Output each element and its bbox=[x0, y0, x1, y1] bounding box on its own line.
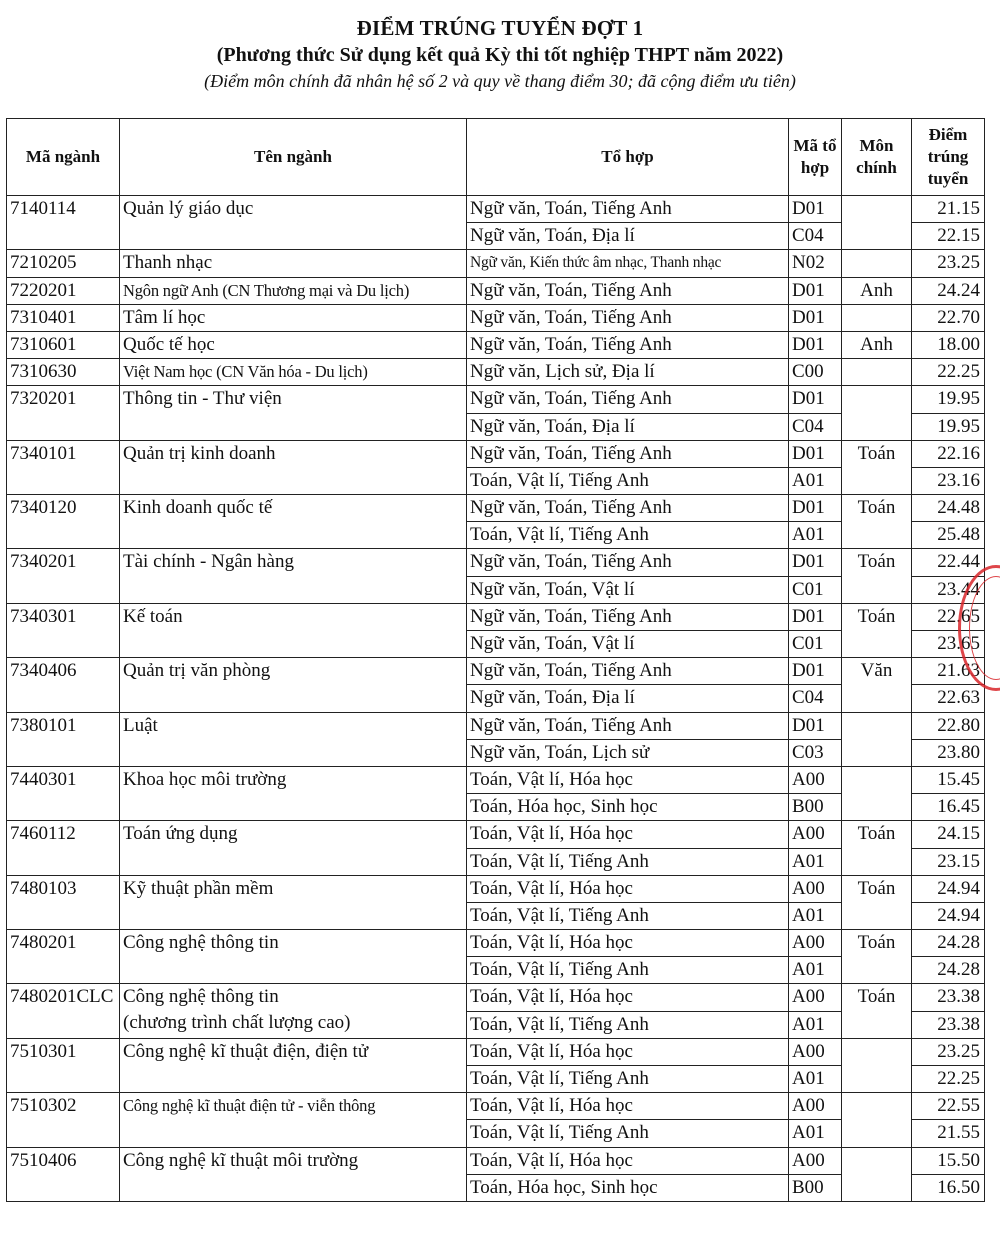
major-name: Ngôn ngữ Anh (CN Thương mại và Du lịch) bbox=[123, 280, 410, 300]
score-cell: 22.80 bbox=[912, 712, 985, 739]
score-cell: 24.48 bbox=[912, 495, 985, 522]
combo-cell: Ngữ văn, Toán, Tiếng Anh bbox=[467, 196, 789, 223]
major-name-cell bbox=[120, 930, 467, 984]
major-name: Công nghệ kĩ thuật điện, điện tử bbox=[123, 1040, 369, 1062]
table-row bbox=[7, 304, 985, 331]
score-cell: 24.94 bbox=[912, 902, 985, 929]
header-combo-code: Mã tổ hợp bbox=[789, 119, 842, 196]
major-code-cell: 7480103 bbox=[7, 875, 120, 929]
major-name: Công nghệ kĩ thuật môi trường bbox=[123, 1149, 359, 1171]
table-row bbox=[7, 930, 985, 957]
score-cell: 23.80 bbox=[912, 739, 985, 766]
combo-code-cell: A00 bbox=[789, 875, 842, 902]
combo-code-cell: A01 bbox=[789, 522, 842, 549]
major-name: Tâm lí học bbox=[123, 306, 206, 328]
score-cell: 22.16 bbox=[912, 440, 985, 467]
combo-code-cell: D01 bbox=[789, 277, 842, 304]
main-subject-cell: Toán bbox=[842, 930, 912, 984]
table-body bbox=[7, 196, 985, 1202]
combo-cell: Toán, Vật lí, Tiếng Anh bbox=[467, 848, 789, 875]
main-subject-cell: Toán bbox=[842, 440, 912, 494]
main-subject-cell: Toán bbox=[842, 875, 912, 929]
major-name-cell bbox=[120, 766, 467, 820]
combo-code-cell: A00 bbox=[789, 984, 842, 1011]
major-code-cell: 7340120 bbox=[7, 495, 120, 549]
score-cell: 23.15 bbox=[912, 848, 985, 875]
major-name: Quốc tế học bbox=[123, 333, 215, 355]
score-cell: 18.00 bbox=[912, 331, 985, 358]
major-name-cell bbox=[120, 1147, 467, 1201]
main-subject-cell bbox=[842, 1147, 912, 1201]
major-name-cell bbox=[120, 359, 467, 386]
major-code-cell: 7140114 bbox=[7, 196, 120, 250]
combo-code-cell: A00 bbox=[789, 1038, 842, 1065]
major-name-cell bbox=[120, 196, 467, 250]
combo-code-cell: A01 bbox=[789, 1066, 842, 1093]
page-subtitle: (Phương thức Sử dụng kết quả Kỳ thi tốt nghiệp THPT năm 2022) bbox=[216, 44, 784, 66]
score-cell: 16.50 bbox=[912, 1174, 985, 1201]
combo-cell: Ngữ văn, Toán, Tiếng Anh bbox=[467, 386, 789, 413]
main-subject-cell: Anh bbox=[842, 331, 912, 358]
major-name: Công nghệ kĩ thuật điện tử - viễn thông bbox=[123, 1096, 376, 1116]
major-name-cell bbox=[120, 250, 467, 277]
major-name-cell bbox=[120, 1038, 467, 1092]
score-cell: 25.48 bbox=[912, 522, 985, 549]
combo-cell: Ngữ văn, Lịch sử, Địa lí bbox=[467, 359, 789, 386]
combo-code-cell: A00 bbox=[789, 766, 842, 793]
major-name-cell bbox=[120, 331, 467, 358]
combo-cell: Ngữ văn, Kiến thức âm nhạc, Thanh nhạc bbox=[467, 250, 789, 277]
major-code-cell: 7510302 bbox=[7, 1093, 120, 1147]
combo-cell: Toán, Vật lí, Hóa học bbox=[467, 1038, 789, 1065]
major-code-cell: 7460112 bbox=[7, 821, 120, 875]
major-name-note: (chương trình chất lượng cao) bbox=[123, 1012, 351, 1034]
table-row bbox=[7, 821, 985, 848]
combo-cell: Ngữ văn, Toán, Địa lí bbox=[467, 685, 789, 712]
combo-cell: Ngữ văn, Toán, Tiếng Anh bbox=[467, 603, 789, 630]
main-subject-cell: Toán bbox=[842, 495, 912, 549]
major-code-cell: 7510301 bbox=[7, 1038, 120, 1092]
combo-code-cell: A01 bbox=[789, 902, 842, 929]
table-row bbox=[7, 766, 985, 793]
combo-cell: Ngữ văn, Toán, Tiếng Anh bbox=[467, 440, 789, 467]
combo-cell: Toán, Vật lí, Tiếng Anh bbox=[467, 1066, 789, 1093]
major-code-cell: 7310401 bbox=[7, 304, 120, 331]
major-name: Quản trị kinh doanh bbox=[123, 442, 276, 464]
document-header bbox=[0, 14, 1000, 93]
major-code-cell: 7210205 bbox=[7, 250, 120, 277]
combo-cell: Toán, Vật lí, Hóa học bbox=[467, 984, 789, 1011]
score-cell: 19.95 bbox=[912, 413, 985, 440]
score-cell: 22.25 bbox=[912, 359, 985, 386]
major-name: Quản lý giáo dục bbox=[123, 198, 254, 219]
combo-cell: Ngữ văn, Toán, Vật lí bbox=[467, 576, 789, 603]
page-note: (Điểm môn chính đã nhân hệ số 2 và quy về thang điểm 30; đã cộng điểm ưu tiên) bbox=[204, 71, 796, 91]
major-name: Thanh nhạc bbox=[123, 252, 213, 274]
major-code-cell: 7310630 bbox=[7, 359, 120, 386]
major-code-cell: 7480201CLC bbox=[7, 984, 120, 1038]
score-cell: 24.28 bbox=[912, 957, 985, 984]
score-cell: 21.15 bbox=[912, 196, 985, 223]
header-combo: Tổ hợp bbox=[467, 119, 789, 196]
main-subject-cell: Toán bbox=[842, 984, 912, 1038]
major-name-cell bbox=[120, 984, 467, 1038]
score-cell: 22.70 bbox=[912, 304, 985, 331]
score-cell: 23.44 bbox=[912, 576, 985, 603]
major-name-cell bbox=[120, 495, 467, 549]
table-row bbox=[7, 658, 985, 685]
combo-code-cell: D01 bbox=[789, 495, 842, 522]
major-name-cell bbox=[120, 277, 467, 304]
combo-code-cell: D01 bbox=[789, 304, 842, 331]
header-code: Mã ngành bbox=[7, 119, 120, 196]
main-subject-cell bbox=[842, 712, 912, 766]
score-cell: 23.25 bbox=[912, 1038, 985, 1065]
major-name-cell bbox=[120, 1093, 467, 1147]
score-cell: 22.63 bbox=[912, 685, 985, 712]
combo-code-cell: D01 bbox=[789, 440, 842, 467]
combo-cell: Toán, Vật lí, Hóa học bbox=[467, 875, 789, 902]
combo-cell: Ngữ văn, Toán, Lịch sử bbox=[467, 739, 789, 766]
major-name: Khoa học môi trường bbox=[123, 768, 287, 790]
combo-cell: Toán, Vật lí, Tiếng Anh bbox=[467, 1120, 789, 1147]
combo-code-cell: D01 bbox=[789, 712, 842, 739]
score-cell: 23.25 bbox=[912, 250, 985, 277]
combo-code-cell: D01 bbox=[789, 331, 842, 358]
major-code-cell: 7340201 bbox=[7, 549, 120, 603]
main-subject-cell bbox=[842, 359, 912, 386]
major-code-cell: 7320201 bbox=[7, 386, 120, 440]
score-cell: 24.28 bbox=[912, 930, 985, 957]
major-name-cell bbox=[120, 603, 467, 657]
combo-code-cell: A00 bbox=[789, 821, 842, 848]
score-cell: 21.63 bbox=[912, 658, 985, 685]
major-name: Công nghệ thông tin bbox=[123, 986, 279, 1008]
admission-score-table bbox=[6, 118, 985, 1202]
combo-code-cell: A01 bbox=[789, 1011, 842, 1038]
score-cell: 16.45 bbox=[912, 794, 985, 821]
combo-cell: Toán, Vật lí, Tiếng Anh bbox=[467, 902, 789, 929]
major-name: Luật bbox=[123, 714, 158, 736]
main-subject-cell bbox=[842, 250, 912, 277]
major-code-cell: 7440301 bbox=[7, 766, 120, 820]
score-cell: 23.38 bbox=[912, 984, 985, 1011]
combo-cell: Ngữ văn, Toán, Tiếng Anh bbox=[467, 658, 789, 685]
major-code-cell: 7380101 bbox=[7, 712, 120, 766]
combo-code-cell: C04 bbox=[789, 223, 842, 250]
main-subject-cell bbox=[842, 766, 912, 820]
table-row bbox=[7, 549, 985, 576]
combo-code-cell: C04 bbox=[789, 413, 842, 440]
combo-code-cell: A01 bbox=[789, 1120, 842, 1147]
score-cell: 22.65 bbox=[912, 603, 985, 630]
table-row bbox=[7, 250, 985, 277]
table-row bbox=[7, 386, 985, 413]
major-name: Thông tin - Thư viện bbox=[123, 388, 282, 410]
major-code-cell: 7340101 bbox=[7, 440, 120, 494]
page-title: ĐIỂM TRÚNG TUYỂN ĐỢT 1 bbox=[356, 16, 644, 40]
main-subject-cell bbox=[842, 196, 912, 250]
score-cell: 23.16 bbox=[912, 467, 985, 494]
main-subject-cell: Văn bbox=[842, 658, 912, 712]
score-cell: 15.45 bbox=[912, 766, 985, 793]
major-name: Việt Nam học (CN Văn hóa - Du lịch) bbox=[123, 362, 368, 382]
main-subject-cell: Toán bbox=[842, 603, 912, 657]
main-subject-cell: Toán bbox=[842, 821, 912, 875]
major-name-cell bbox=[120, 304, 467, 331]
combo-cell: Toán, Vật lí, Hóa học bbox=[467, 1093, 789, 1120]
score-cell: 22.55 bbox=[912, 1093, 985, 1120]
combo-cell: Ngữ văn, Toán, Địa lí bbox=[467, 223, 789, 250]
combo-cell: Toán, Vật lí, Tiếng Anh bbox=[467, 522, 789, 549]
main-subject-cell bbox=[842, 304, 912, 331]
combo-code-cell: N02 bbox=[789, 250, 842, 277]
combo-code-cell: A00 bbox=[789, 930, 842, 957]
major-code-cell: 7510406 bbox=[7, 1147, 120, 1201]
combo-cell: Ngữ văn, Toán, Tiếng Anh bbox=[467, 549, 789, 576]
score-cell: 22.44 bbox=[912, 549, 985, 576]
combo-cell: Ngữ văn, Toán, Tiếng Anh bbox=[467, 304, 789, 331]
combo-cell: Toán, Vật lí, Tiếng Anh bbox=[467, 1011, 789, 1038]
main-subject-cell bbox=[842, 386, 912, 440]
major-name-cell bbox=[120, 440, 467, 494]
major-name-cell bbox=[120, 658, 467, 712]
major-name: Kế toán bbox=[123, 605, 183, 627]
combo-code-cell: C04 bbox=[789, 685, 842, 712]
combo-code-cell: C00 bbox=[789, 359, 842, 386]
score-cell: 22.25 bbox=[912, 1066, 985, 1093]
combo-code-cell: D01 bbox=[789, 386, 842, 413]
major-name-cell bbox=[120, 386, 467, 440]
score-cell: 24.94 bbox=[912, 875, 985, 902]
combo-code-cell: C01 bbox=[789, 631, 842, 658]
table-row bbox=[7, 196, 985, 223]
major-code-cell: 7340406 bbox=[7, 658, 120, 712]
major-name: Quản trị văn phòng bbox=[123, 660, 271, 682]
combo-code-cell: B00 bbox=[789, 794, 842, 821]
combo-cell: Ngữ văn, Toán, Địa lí bbox=[467, 413, 789, 440]
combo-cell: Toán, Vật lí, Hóa học bbox=[467, 821, 789, 848]
combo-code-cell: A00 bbox=[789, 1147, 842, 1174]
combo-cell: Ngữ văn, Toán, Tiếng Anh bbox=[467, 712, 789, 739]
table-row bbox=[7, 1093, 985, 1120]
score-cell: 24.15 bbox=[912, 821, 985, 848]
score-cell: 23.65 bbox=[912, 631, 985, 658]
header-main-subject: Môn chính bbox=[842, 119, 912, 196]
major-name: Kinh doanh quốc tế bbox=[123, 497, 273, 519]
table-row bbox=[7, 984, 985, 1011]
combo-code-cell: A00 bbox=[789, 1093, 842, 1120]
major-code-cell: 7340301 bbox=[7, 603, 120, 657]
table-row bbox=[7, 712, 985, 739]
header-name: Tên ngành bbox=[120, 119, 467, 196]
table-row bbox=[7, 1147, 985, 1174]
major-name-cell bbox=[120, 712, 467, 766]
main-subject-cell bbox=[842, 1038, 912, 1092]
combo-code-cell: D01 bbox=[789, 603, 842, 630]
score-cell: 23.38 bbox=[912, 1011, 985, 1038]
score-cell: 19.95 bbox=[912, 386, 985, 413]
major-code-cell: 7310601 bbox=[7, 331, 120, 358]
table-header-row bbox=[7, 119, 985, 196]
major-name: Công nghệ thông tin bbox=[123, 932, 279, 954]
combo-cell: Toán, Vật lí, Hóa học bbox=[467, 930, 789, 957]
combo-cell: Ngữ văn, Toán, Tiếng Anh bbox=[467, 495, 789, 522]
score-cell: 24.24 bbox=[912, 277, 985, 304]
combo-code-cell: D01 bbox=[789, 658, 842, 685]
combo-cell: Toán, Vật lí, Hóa học bbox=[467, 766, 789, 793]
combo-cell: Toán, Vật lí, Tiếng Anh bbox=[467, 467, 789, 494]
combo-cell: Toán, Hóa học, Sinh học bbox=[467, 1174, 789, 1201]
combo-cell: Ngữ văn, Toán, Vật lí bbox=[467, 631, 789, 658]
combo-cell: Ngữ văn, Toán, Tiếng Anh bbox=[467, 331, 789, 358]
combo-code-cell: D01 bbox=[789, 549, 842, 576]
combo-code-cell: A01 bbox=[789, 848, 842, 875]
major-name: Kỹ thuật phần mềm bbox=[123, 877, 274, 899]
table-row bbox=[7, 277, 985, 304]
table-row bbox=[7, 1038, 985, 1065]
table-row bbox=[7, 359, 985, 386]
table-row bbox=[7, 495, 985, 522]
table-row bbox=[7, 603, 985, 630]
combo-cell: Toán, Vật lí, Hóa học bbox=[467, 1147, 789, 1174]
combo-code-cell: D01 bbox=[789, 196, 842, 223]
combo-cell: Ngữ văn, Toán, Tiếng Anh bbox=[467, 277, 789, 304]
combo-code-cell: C01 bbox=[789, 576, 842, 603]
major-name-cell bbox=[120, 549, 467, 603]
combo-code-cell: C03 bbox=[789, 739, 842, 766]
score-cell: 15.50 bbox=[912, 1147, 985, 1174]
header-score: Điểm trúng tuyển bbox=[912, 119, 985, 196]
combo-code-cell: A01 bbox=[789, 467, 842, 494]
main-subject-cell: Anh bbox=[842, 277, 912, 304]
major-name: Toán ứng dụng bbox=[123, 823, 238, 845]
combo-code-cell: A01 bbox=[789, 957, 842, 984]
major-code-cell: 7220201 bbox=[7, 277, 120, 304]
score-cell: 21.55 bbox=[912, 1120, 985, 1147]
main-subject-cell bbox=[842, 1093, 912, 1147]
combo-cell: Toán, Hóa học, Sinh học bbox=[467, 794, 789, 821]
major-code-cell: 7480201 bbox=[7, 930, 120, 984]
score-cell: 22.15 bbox=[912, 223, 985, 250]
table-row bbox=[7, 875, 985, 902]
combo-cell: Toán, Vật lí, Tiếng Anh bbox=[467, 957, 789, 984]
major-name-cell bbox=[120, 821, 467, 875]
major-name-cell bbox=[120, 875, 467, 929]
main-subject-cell: Toán bbox=[842, 549, 912, 603]
major-name: Tài chính - Ngân hàng bbox=[123, 551, 294, 573]
combo-code-cell: B00 bbox=[789, 1174, 842, 1201]
table-row bbox=[7, 440, 985, 467]
table-row bbox=[7, 331, 985, 358]
